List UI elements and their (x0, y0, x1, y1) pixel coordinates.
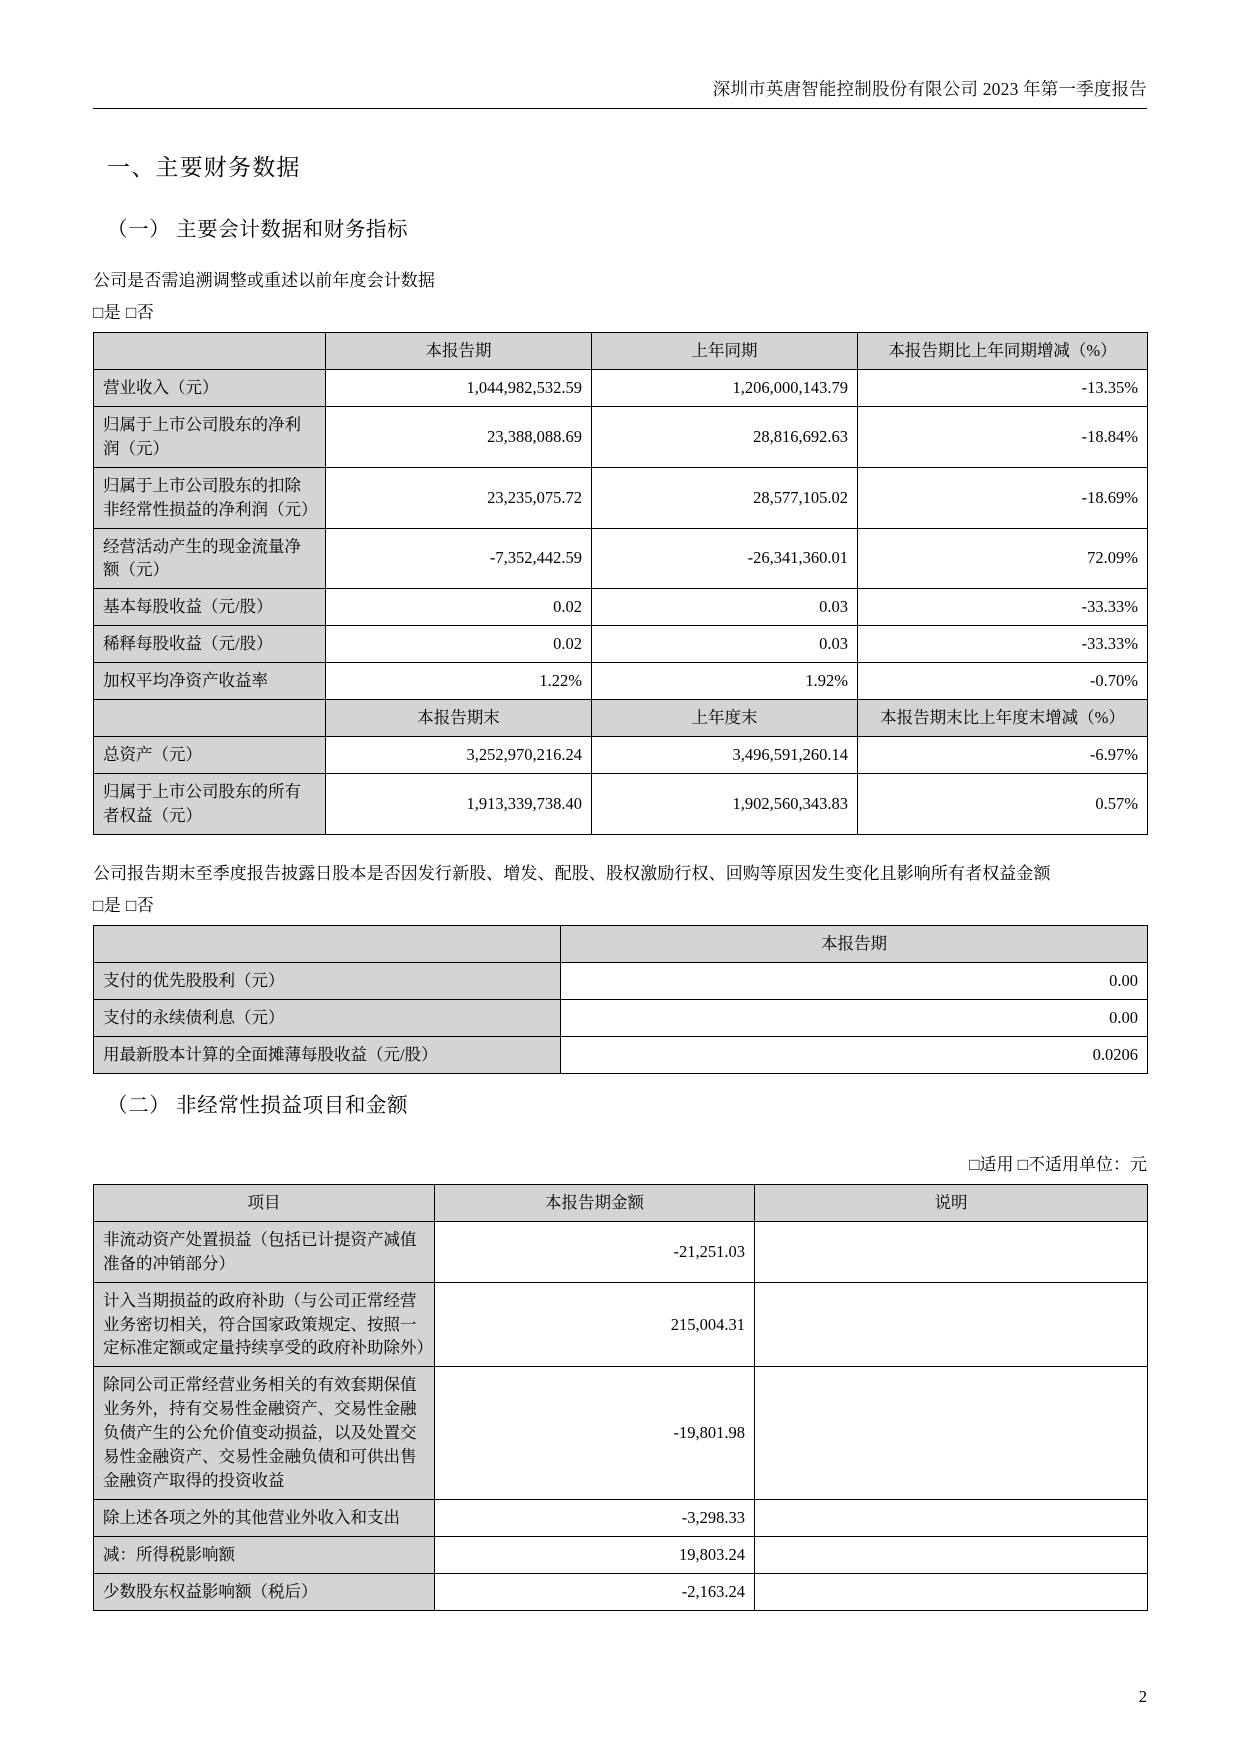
row-label: 减：所得税影响额 (94, 1536, 435, 1573)
row-change-value: -33.33% (858, 626, 1148, 663)
header-cell-change-endperiod: 本报告期末比上年度末增减（%） (858, 700, 1148, 737)
header-cell-current-endperiod: 本报告期末 (326, 700, 592, 737)
row-note (755, 1221, 1148, 1282)
table-row (94, 1573, 1148, 1610)
row-current-value: 1,044,982,532.59 (326, 369, 592, 406)
table-header-row-period (94, 332, 1148, 369)
row-value: 0.00 (561, 999, 1148, 1036)
row-previous-value: 28,577,105.02 (592, 467, 858, 528)
row-label: 归属于上市公司股东的扣除非经常性损益的净利润（元） (94, 467, 326, 528)
table-row (94, 999, 1148, 1036)
share-capital-checkbox-line[interactable]: □是 □否 (93, 896, 155, 916)
table-header-row (94, 926, 1148, 963)
row-amount: 215,004.31 (435, 1282, 755, 1367)
header-cell-prior-endperiod: 上年度末 (592, 700, 858, 737)
row-label: 用最新股本计算的全面摊薄每股收益（元/股） (94, 1036, 561, 1073)
row-note (755, 1573, 1148, 1610)
page-content (93, 0, 1147, 1611)
row-note (755, 1499, 1148, 1536)
row-previous-value: 1.92% (592, 663, 858, 700)
table-row (94, 1221, 1148, 1282)
row-current-value: 0.02 (326, 589, 592, 626)
row-current-value: 3,252,970,216.24 (326, 737, 592, 774)
row-change-value: -18.84% (858, 406, 1148, 467)
table-row (94, 589, 1148, 626)
row-amount: -2,163.24 (435, 1573, 755, 1610)
row-label: 计入当期损益的政府补助（与公司正常经营业务密切相关，符合国家政策规定、按照一定标准定额或定量持续享受的政府补助除外） (94, 1282, 435, 1367)
page-title: 一、主要财务数据 (107, 154, 301, 180)
nonrecurring-items-table (93, 1184, 1148, 1611)
header-cell-empty (94, 700, 326, 737)
header-cell-empty (94, 332, 326, 369)
row-change-value: 72.09% (858, 528, 1148, 589)
header-cell-item: 项目 (94, 1184, 435, 1221)
row-note (755, 1367, 1148, 1500)
header-cell-amount: 本报告期金额 (435, 1184, 755, 1221)
applicability-unit-line[interactable]: □适用 □不适用单位：元 (969, 1154, 1147, 1174)
row-current-value: 23,235,075.72 (326, 467, 592, 528)
row-label: 稀释每股收益（元/股） (94, 626, 326, 663)
row-label: 少数股东权益影响额（税后） (94, 1573, 435, 1610)
share-capital-table (93, 925, 1148, 1074)
main-financial-table (93, 332, 1148, 835)
row-current-value: 23,388,088.69 (326, 406, 592, 467)
table-row (94, 1367, 1148, 1500)
row-label: 总资产（元） (94, 737, 326, 774)
row-value: 0.00 (561, 963, 1148, 1000)
row-label: 除上述各项之外的其他营业外收入和支出 (94, 1499, 435, 1536)
subsection-heading-1: （一） 主要会计数据和财务指标 (107, 218, 409, 241)
row-label: 除同公司正常经营业务相关的有效套期保值业务外，持有交易性金融资产、交易性金融负债产生的公允价值变动损益，以及处置交易性金融资产、交易性金融负债和可供出售金融资产取得的投资收益 (94, 1367, 435, 1500)
table-row (94, 663, 1148, 700)
row-amount: -19,801.98 (435, 1367, 755, 1500)
row-label: 经营活动产生的现金流量净额（元） (94, 528, 326, 589)
subsection-heading-2: （二） 非经常性损益项目和金额 (107, 1094, 409, 1117)
row-label: 归属于上市公司股东的所有者权益（元） (94, 773, 326, 834)
table-row (94, 737, 1148, 774)
row-label: 加权平均净资产收益率 (94, 663, 326, 700)
table-row (94, 1036, 1148, 1073)
row-change-value: -13.35% (858, 369, 1148, 406)
table-header-row (94, 1184, 1148, 1221)
table-row (94, 1499, 1148, 1536)
row-change-value: -33.33% (858, 589, 1148, 626)
table-row (94, 406, 1148, 467)
row-current-value: 1.22% (326, 663, 592, 700)
row-amount: 19,803.24 (435, 1536, 755, 1573)
row-previous-value: -26,341,360.01 (592, 528, 858, 589)
row-change-value: -18.69% (858, 467, 1148, 528)
row-label: 非流动资产处置损益（包括已计提资产减值准备的冲销部分） (94, 1221, 435, 1282)
header-cell-empty (94, 926, 561, 963)
header-cell-change-period: 本报告期比上年同期增减（%） (858, 332, 1148, 369)
table-row (94, 963, 1148, 1000)
header-divider (93, 108, 1147, 109)
table-row (94, 528, 1148, 589)
row-previous-value: 0.03 (592, 626, 858, 663)
header-cell-prior-period: 上年同期 (592, 332, 858, 369)
row-current-value: -7,352,442.59 (326, 528, 592, 589)
row-change-value: -6.97% (858, 737, 1148, 774)
row-label: 支付的永续债利息（元） (94, 999, 561, 1036)
page-number: 2 (1138, 1687, 1147, 1706)
table-row (94, 626, 1148, 663)
table-row (94, 773, 1148, 834)
running-header-title: 深圳市英唐智能控制股份有限公司 2023 年第一季度报告 (712, 79, 1147, 99)
header-cell-current-period: 本报告期 (561, 926, 1148, 963)
row-current-value: 0.02 (326, 626, 592, 663)
retrospective-checkbox-line[interactable]: □是 □否 (93, 302, 155, 322)
row-amount: -3,298.33 (435, 1499, 755, 1536)
row-label: 基本每股收益（元/股） (94, 589, 326, 626)
row-amount: -21,251.03 (435, 1221, 755, 1282)
row-value: 0.0206 (561, 1036, 1148, 1073)
row-current-value: 1,913,339,738.40 (326, 773, 592, 834)
row-note (755, 1536, 1148, 1573)
row-change-value: 0.57% (858, 773, 1148, 834)
running-header (93, 0, 1147, 102)
row-label: 支付的优先股股利（元） (94, 963, 561, 1000)
row-previous-value: 0.03 (592, 589, 858, 626)
row-previous-value: 3,496,591,260.14 (592, 737, 858, 774)
share-capital-question: 公司报告期末至季度报告披露日股本是否因发行新股、增发、配股、股权激励行权、回购等原因发生变化且影响所有者权益金额 (93, 863, 1051, 883)
row-note (755, 1282, 1148, 1367)
retrospective-question: 公司是否需追溯调整或重述以前年度会计数据 (93, 270, 435, 290)
table-row (94, 1536, 1148, 1573)
row-label: 营业收入（元） (94, 369, 326, 406)
row-change-value: -0.70% (858, 663, 1148, 700)
table-row (94, 1282, 1148, 1367)
header-cell-current-period: 本报告期 (326, 332, 592, 369)
row-previous-value: 1,206,000,143.79 (592, 369, 858, 406)
table-row (94, 369, 1148, 406)
row-label: 归属于上市公司股东的净利润（元） (94, 406, 326, 467)
row-previous-value: 28,816,692.63 (592, 406, 858, 467)
row-previous-value: 1,902,560,343.83 (592, 773, 858, 834)
table-row (94, 467, 1148, 528)
table-header-row-endperiod (94, 700, 1148, 737)
header-cell-note: 说明 (755, 1184, 1148, 1221)
